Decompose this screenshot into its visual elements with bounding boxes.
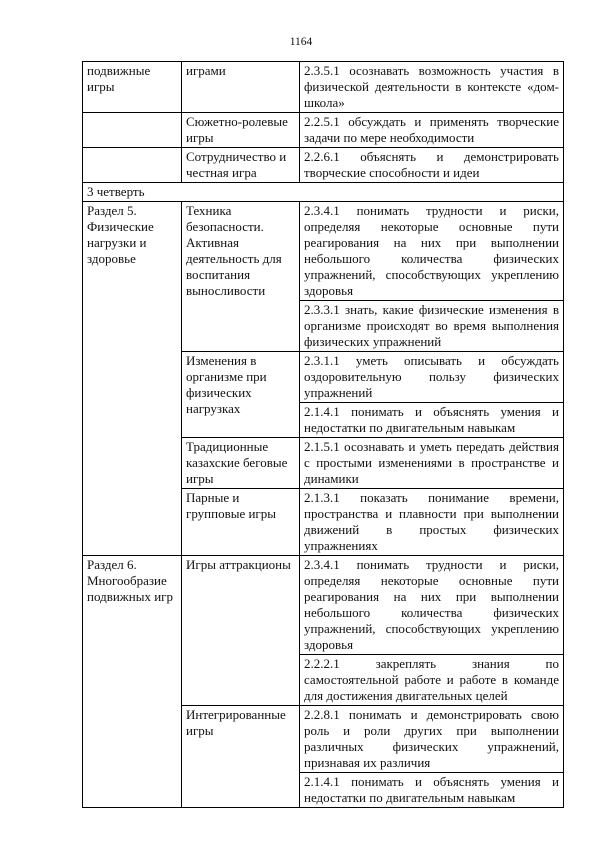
- objective-cell: 2.2.5.1 обсуждать и применять творческие задачи по мере необходимости: [300, 113, 564, 148]
- topic-cell: Парные и групповые игры: [182, 489, 300, 556]
- curriculum-table: [82, 61, 564, 808]
- topic-cell: Сотрудничество и честная игра: [182, 148, 300, 183]
- objective-cell: 2.3.4.1 понимать трудности и риски, определяя некоторые основные пути реагирования на них при выполнении небольшого количества физических упражнений, способствующих укреплению здоровья: [300, 202, 564, 301]
- topic-cell: Сюжетно-ролевые игры: [182, 113, 300, 148]
- table-row: [83, 113, 564, 148]
- quarter-heading: 3 четверть: [83, 183, 564, 202]
- objective-cell: 2.3.5.1 осознавать возможность участия в физической деятельности в контексте «дом-школа»: [300, 62, 564, 113]
- objective-cell: 2.3.3.1 знать, какие физические изменения в организме происходят во время выполнения физических упражнений: [300, 301, 564, 352]
- topic-cell: играми: [182, 62, 300, 113]
- quarter-row: [83, 183, 564, 202]
- topic-cell: Игры аттракционы: [182, 556, 300, 706]
- table-row: [83, 202, 564, 301]
- objective-cell: 2.2.2.1 закреплять знания по самостоятельной работе и работе в команде для достижения двигательных целей: [300, 655, 564, 706]
- table-row: [83, 556, 564, 655]
- objective-cell: 2.1.5.1 осознавать и уметь передать действия с простыми изменениями в пространстве и динамики: [300, 438, 564, 489]
- objective-cell: 2.1.4.1 понимать и объяснять умения и недостатки по двигательным навыкам: [300, 403, 564, 438]
- section-cell: подвижные игры: [83, 62, 182, 113]
- objective-cell: 2.2.8.1 понимать и демонстрировать свою роль и роли других при выполнении различных физических упражнений, признавая их различия: [300, 706, 564, 773]
- section-cell: Раздел 6. Многообразие подвижных игр: [83, 556, 182, 808]
- table-row: [83, 148, 564, 183]
- section-cell: Раздел 5. Физические нагрузки и здоровье: [83, 202, 182, 556]
- objective-cell: 2.1.3.1 показать понимание времени, пространства и плавности при выполнении движений в простых физических упражнениях: [300, 489, 564, 556]
- section-cell: [83, 113, 182, 148]
- topic-cell: Традиционные казахские беговые игры: [182, 438, 300, 489]
- objective-cell: 2.2.6.1 объяснять и демонстрировать творческие способности и идеи: [300, 148, 564, 183]
- objective-cell: 2.3.1.1 уметь описывать и обсуждать оздоровительную пользу физических упражнений: [300, 352, 564, 403]
- topic-cell: Изменения в организме при физических нагрузках: [182, 352, 300, 438]
- objective-cell: 2.3.4.1 понимать трудности и риски, определяя некоторые основные пути реагирования на них при выполнении небольшого количества физических упражнений, способствующих укреплению здоровья: [300, 556, 564, 655]
- section-cell: [83, 148, 182, 183]
- table-row: [83, 62, 564, 113]
- topic-cell: Интегрированные игры: [182, 706, 300, 808]
- topic-cell: Техника безопасности. Активная деятельность для воспитания выносливости: [182, 202, 300, 352]
- page-number: 1164: [289, 36, 313, 48]
- objective-cell: 2.1.4.1 понимать и объяснять умения и недостатки по двигательным навыкам: [300, 773, 564, 808]
